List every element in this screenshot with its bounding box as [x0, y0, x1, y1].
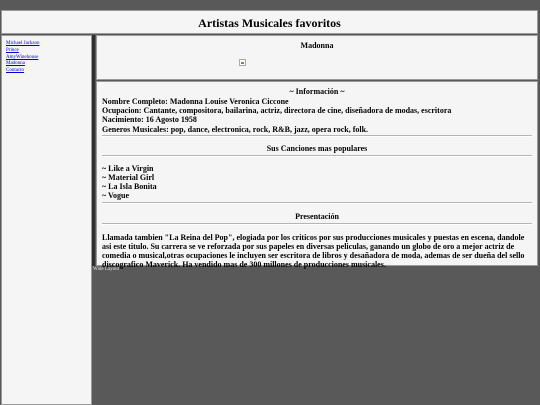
page-title: Artistas Musicales favoritos	[198, 16, 341, 30]
page-header	[1, 10, 538, 34]
column-divider	[92, 35, 95, 266]
section-divider	[102, 135, 532, 137]
info-occupation: Ocupacion: Cantante, compositora, bailarina, actriz, directora de cine, diseñadora de modas, escritora	[102, 106, 452, 116]
songs-list	[102, 164, 532, 201]
sidebar-nav	[1, 35, 92, 405]
song-item: ~ Like a Virgin	[102, 163, 154, 173]
songs-section-title: Sus Canciones mas populares	[266, 143, 368, 153]
broken-image-icon	[239, 59, 246, 66]
info-genres: Generos Musicales: pop, dance, electronica, rock, R&B, jazz, opera rock, folk.	[102, 124, 369, 134]
artist-header-panel	[96, 35, 538, 80]
song-item: ~ Vogue	[102, 191, 130, 201]
section-divider	[102, 202, 532, 204]
sidebar-link-prince[interactable]: Prince	[6, 47, 19, 53]
info-birth: Nacimiento: 16 Agosto 1958	[102, 115, 197, 125]
sidebar-link-contacto[interactable]: Contacto	[6, 68, 25, 74]
section-divider	[102, 155, 532, 157]
wide-layout-link[interactable]: Wide Layout	[93, 267, 120, 272]
info-full-name: Nombre Completo: Madonna Louise Veronica Ciccone	[102, 97, 289, 106]
presentation-section-title: Presentación	[295, 211, 339, 221]
sidebar-link-madonna[interactable]: Madonna	[6, 61, 25, 67]
section-divider	[102, 223, 532, 225]
song-item: ~ La Isla Bonita	[102, 182, 157, 192]
sidebar-link-amywinehouse[interactable]: AmyWinehouse	[6, 54, 39, 60]
presentation-text: Llamada tambien "La Reina del Pop", elogiada por los criticos por sus producciones musicales y puestas en escena, dandole asi este titulo. Su carrera se ve reforzada por sus papeles en diversas peliculas, ganando un globo de oro a mejor actriz de comedia o musical,otras ocupaciones le incluyen ser escritora de libros y desañadora de moda, ademas de ser dueña del sello discografico Maverick. Ha vendido mas de 300 millones de producciones musicales.	[102, 232, 525, 270]
artist-name: Madonna	[300, 41, 334, 50]
info-section-title: ~ Información ~	[289, 87, 345, 96]
sidebar-link-michael-jackson[interactable]: Michael Jackson	[6, 41, 40, 46]
song-item: ~ Material Girl	[102, 173, 155, 183]
